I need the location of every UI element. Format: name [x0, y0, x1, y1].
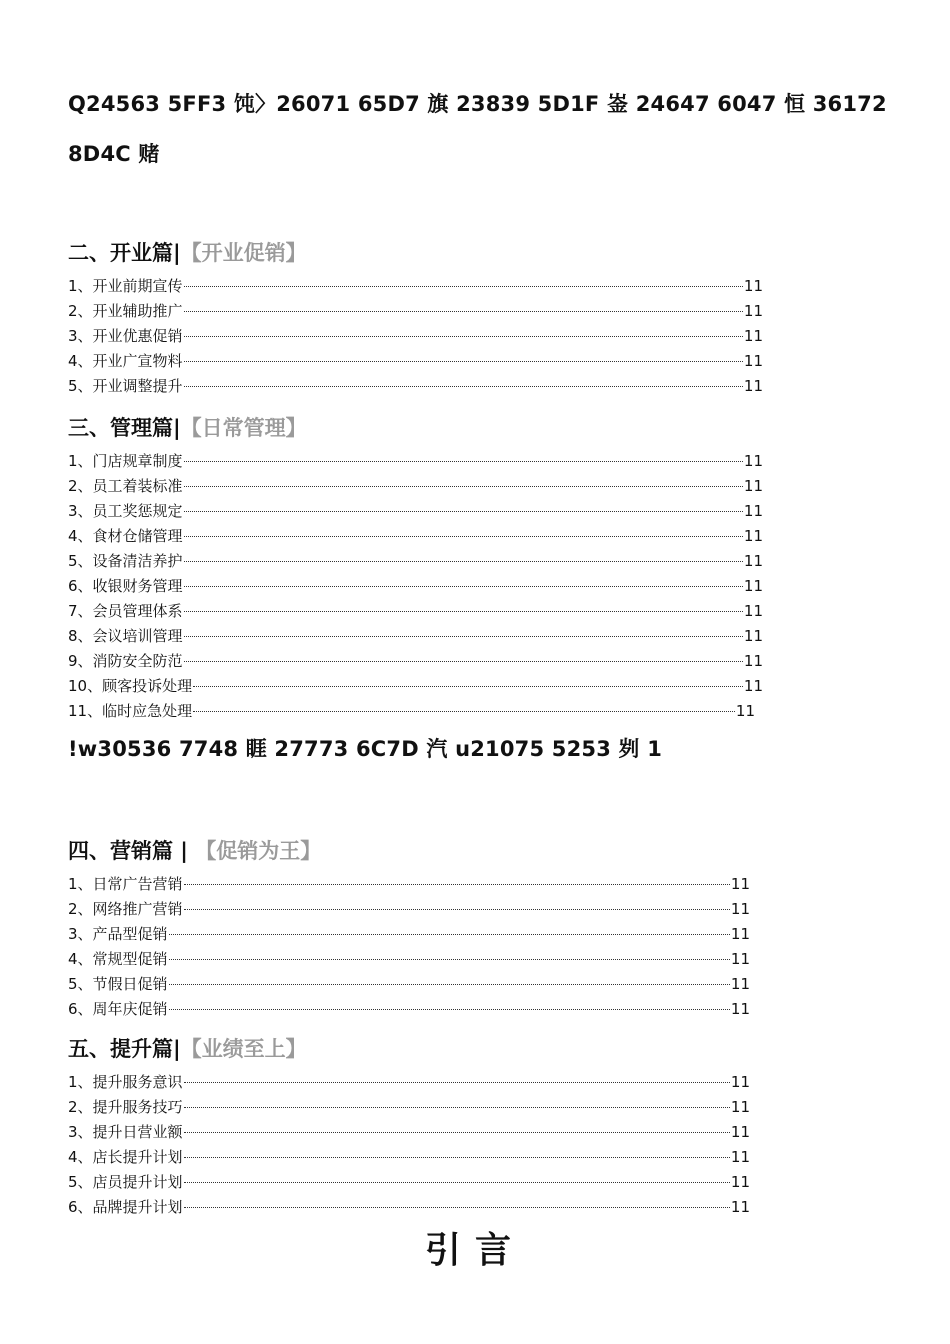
toc-leader	[193, 686, 743, 687]
toc-entry[interactable]	[68, 499, 763, 524]
toc-entry[interactable]	[68, 997, 750, 1022]
toc-leader	[184, 1107, 730, 1108]
toc-entry-label: 2、网络推广营销	[68, 900, 183, 918]
toc-entry-label: 2、员工着装标准	[68, 477, 183, 495]
toc-entry[interactable]	[68, 972, 750, 997]
toc-entry[interactable]	[68, 1195, 750, 1220]
toc-entry-page: 11	[743, 452, 763, 470]
toc-entry-page: 11	[743, 327, 763, 345]
toc-entry[interactable]	[68, 449, 763, 474]
toc-leader	[184, 884, 730, 885]
toc-leader	[169, 984, 730, 985]
section-title: 四、营销篇 |	[68, 839, 188, 863]
section-heading-opening	[68, 237, 307, 267]
toc-leader	[184, 1207, 730, 1208]
toc-entry-label: 1、日常广告营销	[68, 875, 183, 893]
toc-entry-label: 2、提升服务技巧	[68, 1098, 183, 1116]
toc-entry[interactable]	[68, 674, 763, 699]
toc-leader	[169, 1009, 730, 1010]
toc-entry-label: 6、收银财务管理	[68, 577, 183, 595]
toc-entry-page: 11	[743, 577, 763, 595]
toc-entry-label: 3、提升日营业额	[68, 1123, 183, 1141]
toc-entry-label: 3、开业优惠促销	[68, 327, 183, 345]
toc-entry-page: 11	[743, 502, 763, 520]
toc-entry-page: 11	[735, 702, 755, 720]
toc-entry-label: 8、会议培训管理	[68, 627, 183, 645]
toc-entry[interactable]	[68, 897, 750, 922]
toc-entry-page: 11	[743, 477, 763, 495]
toc-entry-label: 7、会员管理体系	[68, 602, 183, 620]
toc-entry[interactable]	[68, 274, 763, 299]
section-heading-marketing	[68, 835, 321, 865]
section-title: 二、开业篇|	[68, 241, 181, 265]
toc-entry[interactable]	[68, 524, 763, 549]
toc-entry-page: 11	[743, 677, 763, 695]
toc-leader	[184, 461, 743, 462]
toc-entry-label: 4、开业广宣物料	[68, 352, 183, 370]
section-tag: 【开业促销】	[180, 241, 307, 265]
toc-list-management	[68, 449, 763, 724]
toc-entry-page: 11	[743, 277, 763, 295]
toc-entry-page: 11	[743, 552, 763, 570]
toc-leader	[184, 909, 730, 910]
toc-entry-page: 11	[730, 1098, 750, 1116]
toc-entry[interactable]	[68, 1070, 750, 1095]
toc-entry-page: 11	[730, 925, 750, 943]
toc-entry[interactable]	[68, 599, 763, 624]
toc-entry-label: 11、临时应急处理	[68, 702, 193, 720]
toc-entry-label: 3、产品型促销	[68, 925, 168, 943]
toc-leader	[184, 361, 743, 362]
toc-entry-page: 11	[730, 875, 750, 893]
section-heading-management	[68, 412, 307, 442]
toc-leader	[184, 561, 743, 562]
toc-entry[interactable]	[68, 349, 763, 374]
toc-entry-page: 11	[730, 1173, 750, 1191]
toc-entry-page: 11	[730, 1000, 750, 1018]
toc-entry[interactable]	[68, 947, 750, 972]
toc-entry[interactable]	[68, 922, 750, 947]
toc-list-marketing	[68, 872, 750, 1022]
toc-entry[interactable]	[68, 1095, 750, 1120]
toc-leader	[184, 311, 743, 312]
toc-leader	[184, 286, 743, 287]
toc-entry-label: 4、食材仓储管理	[68, 527, 183, 545]
toc-entry[interactable]	[68, 1145, 750, 1170]
section-tag: 【业绩至上】	[180, 1037, 307, 1061]
toc-entry-page: 11	[730, 1123, 750, 1141]
toc-entry-page: 11	[743, 602, 763, 620]
toc-leader	[184, 1082, 730, 1083]
section-heading-improvement	[68, 1033, 307, 1063]
section-tag: 【日常管理】	[180, 416, 307, 440]
section-title: 三、管理篇|	[68, 416, 181, 440]
toc-entry-label: 5、店员提升计划	[68, 1173, 183, 1191]
toc-entry-label: 10、顾客投诉处理	[68, 677, 193, 695]
garbled-middle-line: !w30536 7748 睚 27773 6C7D 汽 u21075 5253 刿 1	[68, 737, 663, 761]
section-tag: 【促销为王】	[195, 839, 322, 863]
toc-leader	[184, 386, 743, 387]
toc-entry[interactable]	[68, 549, 763, 574]
toc-entry-label: 4、常规型促销	[68, 950, 168, 968]
toc-entry[interactable]	[68, 574, 763, 599]
toc-entry-label: 5、设备清洁养护	[68, 552, 183, 570]
toc-leader	[184, 511, 743, 512]
toc-entry-label: 3、员工奖惩规定	[68, 502, 183, 520]
toc-entry[interactable]	[68, 374, 763, 399]
toc-entry-page: 11	[730, 975, 750, 993]
toc-leader	[184, 536, 743, 537]
toc-entry-page: 11	[730, 1148, 750, 1166]
toc-entry-page: 11	[730, 900, 750, 918]
toc-entry-label: 9、消防安全防范	[68, 652, 183, 670]
garbled-header-line-1: Q24563 5FF3 饨〉26071 65D7 旗 23839 5D1F 崟 24647 6047 恒 36172	[68, 92, 887, 116]
toc-entry-label: 1、门店规章制度	[68, 452, 183, 470]
toc-entry-page: 11	[743, 527, 763, 545]
toc-entry-label: 5、节假日促销	[68, 975, 168, 993]
toc-leader	[184, 611, 743, 612]
section-title: 五、提升篇|	[68, 1037, 181, 1061]
toc-entry-label: 6、品牌提升计划	[68, 1198, 183, 1216]
toc-entry-page: 11	[730, 1198, 750, 1216]
toc-leader	[169, 959, 730, 960]
toc-entry[interactable]	[68, 872, 750, 897]
toc-entry-label: 4、店长提升计划	[68, 1148, 183, 1166]
toc-leader	[184, 486, 743, 487]
toc-entry-label: 5、开业调整提升	[68, 377, 183, 395]
toc-entry[interactable]	[68, 1170, 750, 1195]
toc-leader	[184, 1132, 730, 1133]
toc-leader	[184, 1157, 730, 1158]
toc-entry-page: 11	[743, 302, 763, 320]
toc-entry[interactable]	[68, 649, 763, 674]
toc-leader	[193, 711, 735, 712]
toc-entry-page: 11	[743, 377, 763, 395]
toc-entry-label: 1、提升服务意识	[68, 1073, 183, 1091]
toc-entry[interactable]	[68, 699, 755, 724]
toc-entry[interactable]	[68, 474, 763, 499]
toc-list-opening	[68, 274, 763, 399]
toc-leader	[184, 636, 743, 637]
toc-list-improvement	[68, 1070, 750, 1220]
toc-entry[interactable]	[68, 324, 763, 349]
toc-entry-page: 11	[743, 652, 763, 670]
toc-leader	[184, 336, 743, 337]
toc-entry-page: 11	[730, 950, 750, 968]
toc-leader	[169, 934, 730, 935]
toc-entry[interactable]	[68, 1120, 750, 1145]
toc-entry[interactable]	[68, 624, 763, 649]
toc-entry-page: 11	[743, 352, 763, 370]
garbled-header-line-2: 8D4C 赌	[68, 142, 160, 166]
introduction-heading: 引言	[424, 1230, 525, 1271]
toc-entry-label: 1、开业前期宣传	[68, 277, 183, 295]
toc-entry[interactable]	[68, 299, 763, 324]
toc-leader	[184, 1182, 730, 1183]
toc-entry-label: 2、开业辅助推广	[68, 302, 183, 320]
toc-leader	[184, 661, 743, 662]
toc-entry-page: 11	[730, 1073, 750, 1091]
toc-entry-label: 6、周年庆促销	[68, 1000, 168, 1018]
toc-entry-page: 11	[743, 627, 763, 645]
toc-leader	[184, 586, 743, 587]
